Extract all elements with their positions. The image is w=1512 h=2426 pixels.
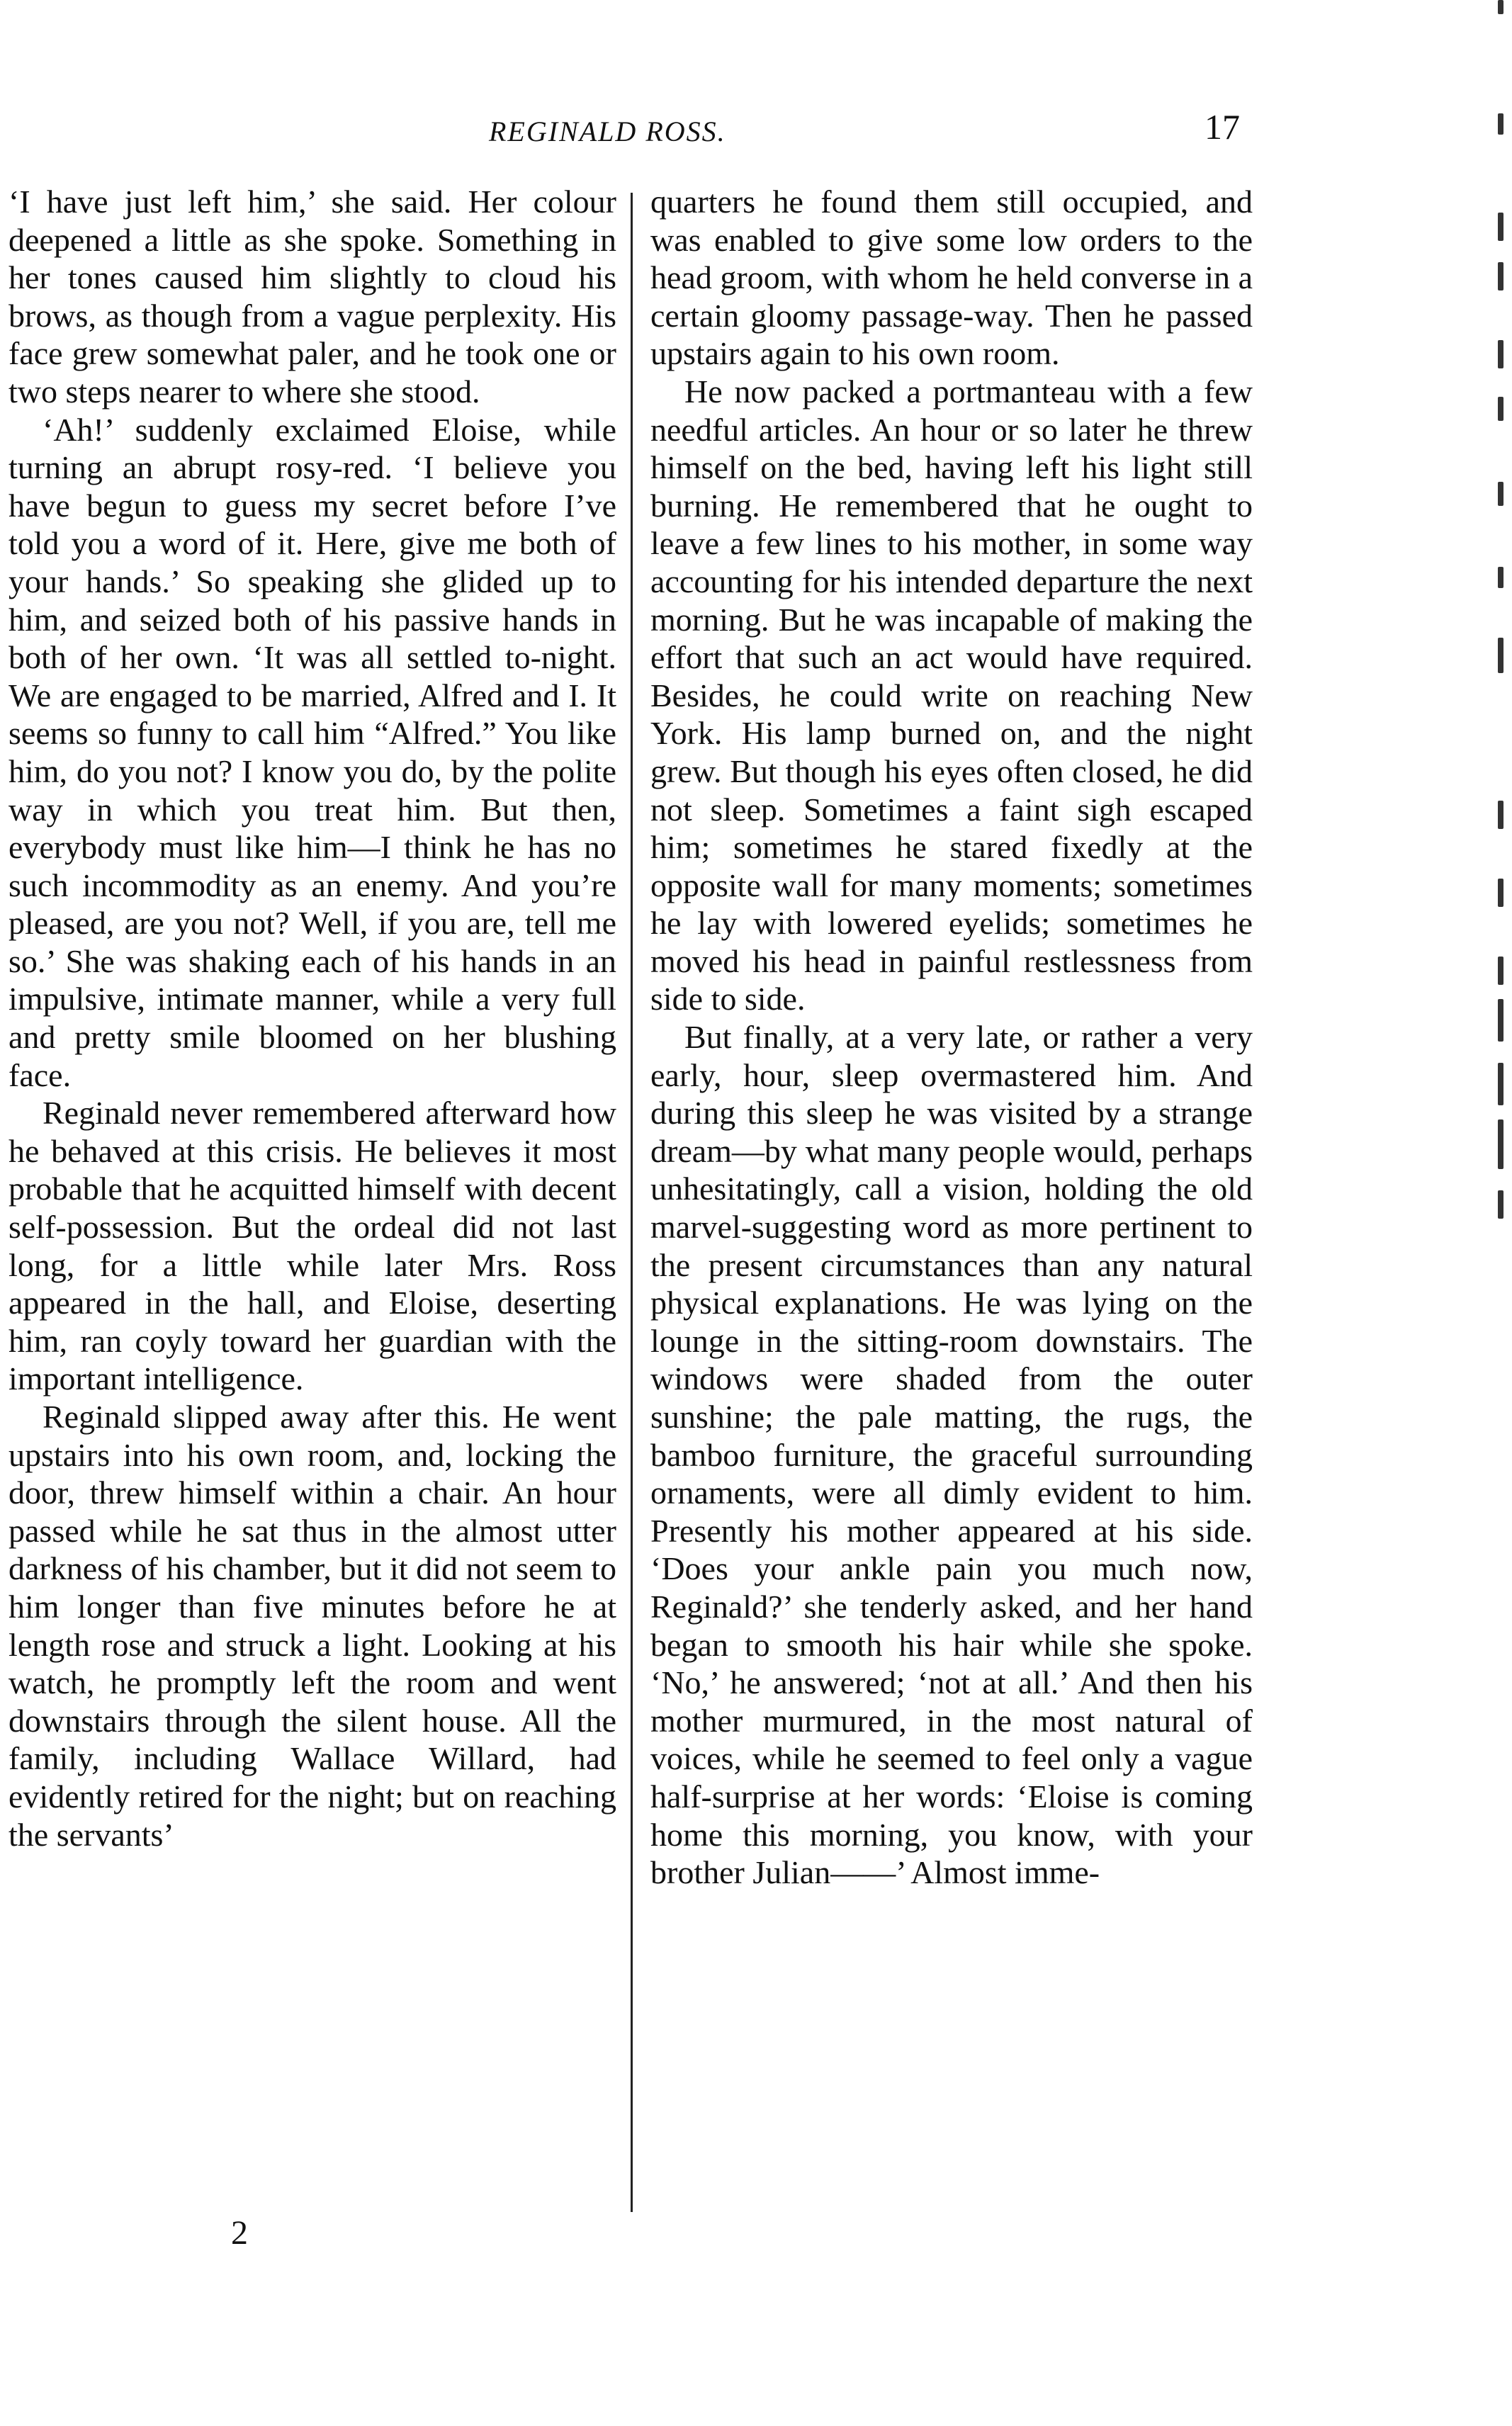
edge-mark [1498, 567, 1503, 588]
column-divider [631, 193, 633, 2212]
edge-mark [1498, 113, 1503, 135]
paragraph: But finally, at a very late, or rather a very early, hour, sleep overmastered him. And during this sleep he was visited by a strange dream—by what many people would, perhaps unhesitatingly, call a vision, holding the old marvel-suggesting word as more pertinent to the present circumstances than any natural physical explanations. He was lying on the lounge in the sitting-room downstairs. The windows were shaded from the outer sunshine; the pale matting, the rugs, the bamboo furniture, the graceful surrounding ornaments, were all dimly evident to him. Presently his mother appeared at his side. ‘Does your ankle pain you much now, Reginald?’ she tenderly asked, and her hand began to smooth his hair while she spoke. ‘No,’ he answered; ‘not at all.’ And then his mother murmured, in the most natural of voices, while he seemed to feel only a vague half-surprise at her words: ‘Eloise is coming home this morning, you know, with your brother Julian——’ Almost imme- [650, 1019, 1253, 1891]
edge-mark [1498, 1063, 1503, 1105]
edge-mark [1498, 638, 1503, 673]
edge-mark [1498, 482, 1503, 506]
edge-mark [1498, 957, 1503, 985]
paragraph: ‘Ah!’ suddenly exclaimed Eloise, while turning an abrupt rosy-red. ‘I believe you have begun to guess my secret before I’ve told you a word of it. Here, give me both of your hands.’ So speaking she glided up to him, and seized both of his passive hands in both of her own. ‘It was all settled to-night. We are engaged to be married, Alfred and I. It seems so funny to call him “Alfred.” You like him, do you not? I know you do, by the polite way in which you treat him. But then, everybody must like him—I think he has no such incommodity as an enemy. And you’re pleased, are you not? Well, if you are, tell me so.’ She was shaking each of his hands in an impulsive, intimate manner, while a very full and pretty smile bloomed on her blushing face. [9, 411, 616, 1093]
edge-mark [1498, 262, 1503, 290]
edge-mark [1498, 397, 1503, 421]
paragraph: Reginald never remembered afterward how he behaved at this crisis. He believes it most probable that he acquitted himself with decent self-possession. But the ordeal did not last long, for a little while later Mrs. Ross appeared in the hall, and Eloise, deserting him, ran coyly toward her guardian with the important intelligence. [9, 1095, 616, 1397]
binding-edge-marks [1494, 0, 1509, 1275]
paragraph: quarters he found them still occupied, and was enabled to give some low orders to the head groom, with whom he held converse in a certain gloomy passage-way. Then he passed upstairs again to his own room. [650, 184, 1253, 372]
edge-mark [1498, 340, 1503, 368]
edge-mark [1498, 213, 1503, 241]
edge-mark [1498, 999, 1503, 1042]
paragraph: Reginald slipped away after this. He went upstairs into his own room, and, locking the door, threw himself within a chair. An hour passed while he sat thus in the almost utter darkness of his chamber, but it did not seem to him longer than five minutes before he at length rose and struck a light. Looking at his watch, he promptly left the room and went downstairs through the silent house. All the family, including Wallace Willard, had evidently retired for the night; but on reaching the servants’ [9, 1399, 616, 1853]
edge-mark [1498, 1190, 1503, 1219]
running-title: REGINALD ROSS. [489, 115, 726, 147]
page-number: 17 [1204, 107, 1240, 147]
edge-mark [1498, 1119, 1503, 1169]
left-column [9, 183, 616, 1854]
signature-mark: 2 [231, 2214, 248, 2252]
edge-mark [1498, 0, 1503, 14]
edge-mark [1498, 801, 1503, 829]
edge-mark [1498, 879, 1503, 907]
right-column [650, 183, 1253, 1892]
paragraph: He now packed a portmanteau with a few needful articles. An hour or so later he threw himself on the bed, having left his light still burning. He remembered that he ought to leave a few lines to his mother, in some way accounting for his intended departure the next morning. But he was incapable of making the effort that such an act would have required. Besides, he could write on reaching New York. His lamp burned on, and the night grew. But though his eyes often closed, he did not sleep. Sometimes a faint sigh escaped him; sometimes he stared fixedly at the opposite wall for many moments; sometimes he lay with lowered eyelids; sometimes he moved his head in painful restlessness from side to side. [650, 373, 1253, 1017]
paragraph: ‘I have just left him,’ she said. Her colour deepened a little as she spoke. Something in her tones caused him slightly to cloud his brows, as though from a vague perplexity. His face grew somewhat paler, and he took one or two steps nearer to where she stood. [9, 184, 616, 410]
